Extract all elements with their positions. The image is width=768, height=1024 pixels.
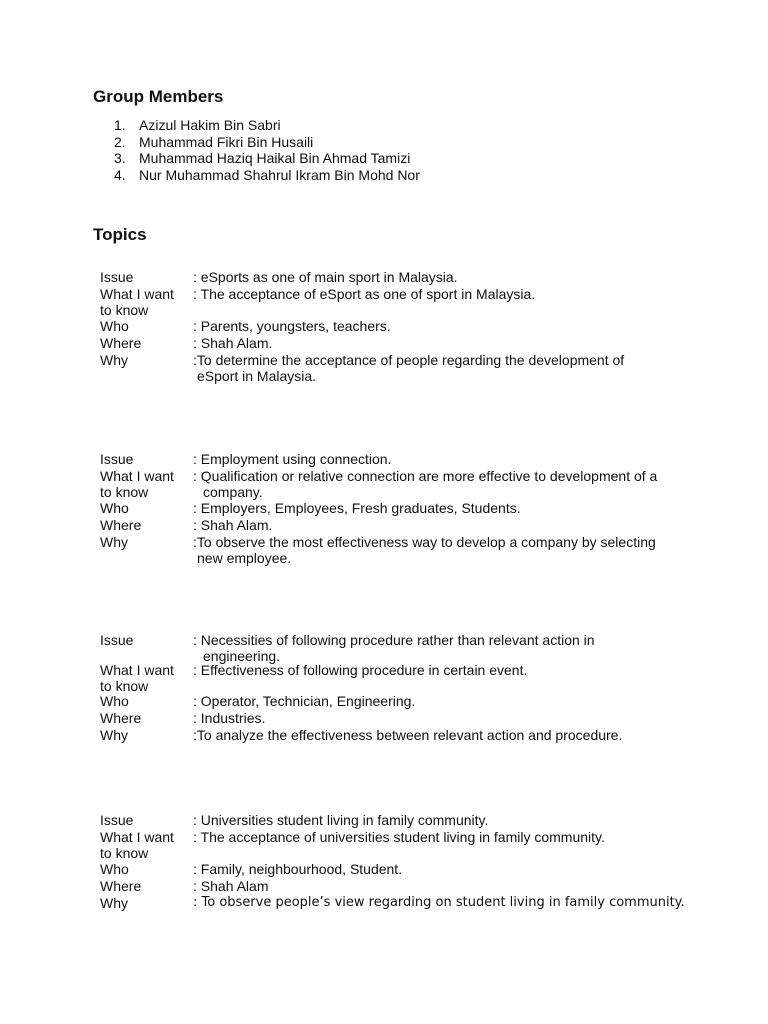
what-label: What I want to know <box>100 829 174 861</box>
what-value: : The acceptance of universities student living in family community. <box>193 829 605 845</box>
issue-label: Issue <box>100 632 134 648</box>
who-row <box>100 318 680 335</box>
what-row <box>100 662 680 693</box>
who-label: Who <box>100 318 129 334</box>
what-value: : Effectiveness of following procedure in certain event. <box>193 662 528 678</box>
what-label: What I want to know <box>100 286 174 318</box>
who-row <box>100 861 680 878</box>
who-value: : Employers, Employees, Fresh graduates, Students. <box>193 500 521 516</box>
list-item <box>114 117 420 134</box>
topic-block-1 <box>100 269 680 384</box>
issue-label: Issue <box>100 269 134 285</box>
what-row <box>100 286 680 318</box>
what-row <box>100 468 680 500</box>
who-row <box>100 693 680 710</box>
what-row <box>100 829 680 861</box>
where-label: Where <box>100 710 142 726</box>
topic-block-3 <box>100 632 680 743</box>
topic-block-2 <box>100 451 680 566</box>
where-row <box>100 710 680 727</box>
issue-value: : Universities student living in family community. <box>193 812 489 828</box>
why-label: Why <box>100 727 128 743</box>
why-row <box>100 352 680 384</box>
list-number: 1. <box>114 117 126 133</box>
member-name: Azizul Hakim Bin Sabri <box>139 117 281 133</box>
why-label: Why <box>100 352 128 368</box>
who-value: : Family, neighbourhood, Student. <box>193 861 403 877</box>
who-label: Who <box>100 500 129 516</box>
member-name: Nur Muhammad Shahrul Ikram Bin Mohd Nor <box>139 166 420 183</box>
where-value: : Industries. <box>193 710 266 726</box>
list-number: 2. <box>114 133 126 150</box>
group-members-heading: Group Members <box>93 87 224 106</box>
where-label: Where <box>100 335 142 351</box>
why-value: :To determine the acceptance of people regarding the development of eSport in Malaysia. <box>193 352 625 384</box>
where-label: Where <box>100 878 142 894</box>
issue-value: : eSports as one of main sport in Malaysia. <box>193 269 458 285</box>
member-name: Muhammad Haziq Haikal Bin Ahmad Tamizi <box>139 150 411 166</box>
who-value: : Operator, Technician, Engineering. <box>193 693 416 709</box>
list-number: 3. <box>114 150 126 166</box>
group-members-list <box>114 117 420 183</box>
why-value: :To analyze the effectiveness between relevant action and procedure. <box>193 727 623 743</box>
what-label: What I want to know <box>100 662 174 694</box>
issue-label: Issue <box>100 812 134 828</box>
where-value: : Shah Alam. <box>193 517 273 533</box>
list-item <box>114 150 420 167</box>
where-value: : Shah Alam <box>193 878 269 894</box>
issue-value: : Necessities of following procedure rather than relevant action in engineering. <box>193 632 595 664</box>
issue-value: : Employment using connection. <box>193 451 392 467</box>
why-value: :To observe the most effectiveness way to develop a company by selecting new employee. <box>193 534 656 566</box>
issue-row <box>100 269 680 286</box>
issue-row <box>100 632 680 662</box>
who-label: Who <box>100 693 129 709</box>
list-number: 4. <box>114 166 126 183</box>
issue-label: Issue <box>100 451 134 467</box>
what-label: What I want to know <box>100 468 174 500</box>
topic-block-4 <box>100 812 685 911</box>
why-label: Why <box>100 534 128 550</box>
topics-heading: Topics <box>93 225 147 244</box>
who-value: : Parents, youngsters, teachers. <box>193 318 391 334</box>
where-label: Where <box>100 517 142 533</box>
what-value: : Qualification or relative connection are more effective to development of a company. <box>193 468 658 500</box>
where-row <box>100 878 680 895</box>
where-row <box>100 517 680 534</box>
member-name: Muhammad Fikri Bin Husaili <box>139 133 314 150</box>
issue-row <box>100 451 680 468</box>
why-value: : To observe people’s view regarding on student living in family community. <box>193 895 685 910</box>
who-label: Who <box>100 861 129 877</box>
why-row <box>100 895 685 911</box>
who-row <box>100 500 680 517</box>
why-label: Why <box>100 895 128 911</box>
list-item <box>114 134 420 151</box>
why-row <box>100 727 680 743</box>
what-value: : The acceptance of eSport as one of sport in Malaysia. <box>193 286 536 302</box>
issue-row <box>100 812 680 829</box>
list-item <box>114 167 420 184</box>
where-value: : Shah Alam. <box>193 335 273 351</box>
where-row <box>100 335 680 352</box>
why-row <box>100 534 680 566</box>
